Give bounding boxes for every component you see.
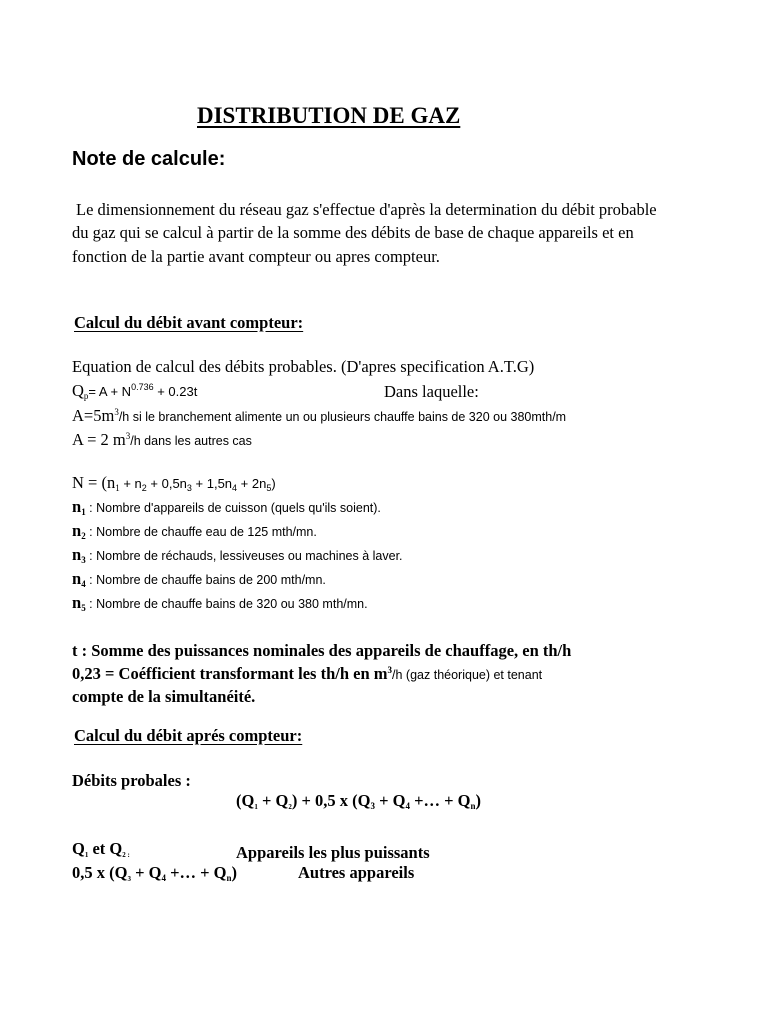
dans-laquelle: Dans laquelle: xyxy=(384,382,479,401)
formula-sub: 4 xyxy=(405,801,410,811)
n-var: n xyxy=(72,593,82,612)
equation-intro: Equation de calcul des débits probables. (D'apres specification A.T.G) xyxy=(72,357,535,376)
section1-heading: Calcul du débit avant compteur: xyxy=(74,313,304,332)
n-var: n xyxy=(72,545,82,564)
n-var: n xyxy=(72,569,82,588)
a1-value: A=5m xyxy=(72,406,115,425)
formula-part: ) + 0,5 x (Q xyxy=(291,791,371,810)
q1-q2-label xyxy=(72,841,130,859)
n-eq-end: ) xyxy=(271,476,276,491)
n-eq-sub5: 5 xyxy=(266,483,272,493)
n-sub: 2 xyxy=(81,531,86,541)
others-part: +… + Q xyxy=(165,863,227,882)
n-sub: 5 xyxy=(81,603,86,613)
n-def-text: : Nombre de chauffe bains de 320 ou 380 mth/mn. xyxy=(85,597,368,611)
others-part: + Q xyxy=(130,863,162,882)
n-var: n xyxy=(72,497,82,516)
formula-sub: 3 xyxy=(370,801,375,811)
formula-sub: 2 xyxy=(288,803,292,811)
n-sub: 3 xyxy=(81,555,86,565)
qp-subscript: p xyxy=(83,391,89,401)
q1q2-sub: 2 : xyxy=(122,851,130,859)
section2-heading: Calcul du débit aprés compteur: xyxy=(74,726,303,745)
t-definition: t : Somme des puissances nominales des appareils de chauffage, en th/h xyxy=(72,641,572,660)
q1q2-part: Q xyxy=(72,839,85,858)
a-definition-2 xyxy=(72,432,252,449)
others-sub: 3 xyxy=(127,875,131,883)
debits-label: Débits probales : xyxy=(72,771,191,790)
n-definition xyxy=(72,571,326,589)
n-eq-sub3: 3 xyxy=(186,483,192,493)
n-eq-start: N = (n xyxy=(72,473,116,492)
note-heading: Note de calcule: xyxy=(72,148,226,170)
intro-paragraph: Le dimensionnement du réseau gaz s'effectue d'après la determination du débit probable du gaz qui se calcul à partir de la somme des débits de base de chaque appareils et en fonction de la partie avant compteur ou apres compteur. xyxy=(72,200,657,266)
formula-part: (Q xyxy=(236,791,255,810)
n-eq-term3: + 1,5n xyxy=(191,476,233,491)
formula-part: + Q xyxy=(374,791,406,810)
formula-part: + Q xyxy=(257,791,289,810)
n-definition xyxy=(72,595,368,613)
a2-text: /h dans les autres cas xyxy=(130,434,252,448)
q1-q2-description: Appareils les plus puissants xyxy=(236,843,430,862)
debit-formula xyxy=(236,793,481,811)
qp-symbol: Q xyxy=(72,381,84,400)
q1q2-sub: 1 xyxy=(84,851,89,859)
others-sub: n xyxy=(226,873,232,883)
qp-rest xyxy=(88,384,197,399)
n-sub: 4 xyxy=(81,579,86,589)
qp-formula xyxy=(72,383,197,401)
a1-text: /h si le branchement alimente un ou plusieurs chauffe bains de 320 ou 380mth/m xyxy=(118,410,567,424)
n-sub: 1 xyxy=(81,507,86,517)
coef-text: 0,23 = Coéfficient transformant les th/h en m xyxy=(72,664,388,683)
others-sub: 4 xyxy=(161,873,166,883)
q1q2-part: et Q xyxy=(88,839,123,858)
a2-value: A = 2 m xyxy=(72,430,126,449)
n-eq-term2: + 0,5n xyxy=(146,476,187,491)
coef-sup: 3 xyxy=(387,665,393,675)
others-label xyxy=(72,865,237,883)
n-eq-sub4: 4 xyxy=(232,483,238,493)
others-part: 0,5 x (Q xyxy=(72,863,128,882)
qp-exponent: 0.736 xyxy=(131,382,154,392)
formula-sub: 1 xyxy=(254,803,258,811)
n-eq-sub2: 2 xyxy=(141,483,147,493)
a2-sup: 3 xyxy=(125,431,131,441)
n-def-text: : Nombre de chauffe eau de 125 mth/mn. xyxy=(85,525,317,539)
n-eq-sub1: 1 xyxy=(115,483,120,493)
n-var: n xyxy=(72,521,82,540)
n-def-text: : Nombre de chauffe bains de 200 mth/mn. xyxy=(85,573,326,587)
formula-part: +… + Q xyxy=(409,791,471,810)
a-definition-1 xyxy=(72,408,566,425)
others-description: Autres appareils xyxy=(298,863,415,882)
n-definition xyxy=(72,523,317,541)
formula-sub: n xyxy=(470,801,476,811)
others-part: ) xyxy=(231,863,237,882)
a1-sup: 3 xyxy=(114,407,119,417)
n-eq-terms xyxy=(120,476,276,491)
n-definition xyxy=(72,499,381,517)
coef-rest: /h (gaz théorique) et tenant xyxy=(392,668,543,682)
n-eq-term1: + n xyxy=(119,476,142,491)
n-eq-term4: + 2n xyxy=(237,476,267,491)
qp-rest-part2: + 0.23t xyxy=(153,384,198,399)
coefficient-definition xyxy=(72,666,542,683)
coefficient-line2: compte de la simultanéité. xyxy=(72,687,256,706)
qp-rest-part1: = A + N xyxy=(88,384,132,399)
formula-part: ) xyxy=(475,791,481,810)
n-equation xyxy=(72,475,276,493)
n-def-text: : Nombre de réchauds, lessiveuses ou machines à laver. xyxy=(85,549,403,563)
n-def-text: : Nombre d'appareils de cuisson (quels qu'ils soient). xyxy=(85,501,381,515)
document-title: DISTRIBUTION DE GAZ xyxy=(197,103,461,128)
n-definition xyxy=(72,547,403,565)
